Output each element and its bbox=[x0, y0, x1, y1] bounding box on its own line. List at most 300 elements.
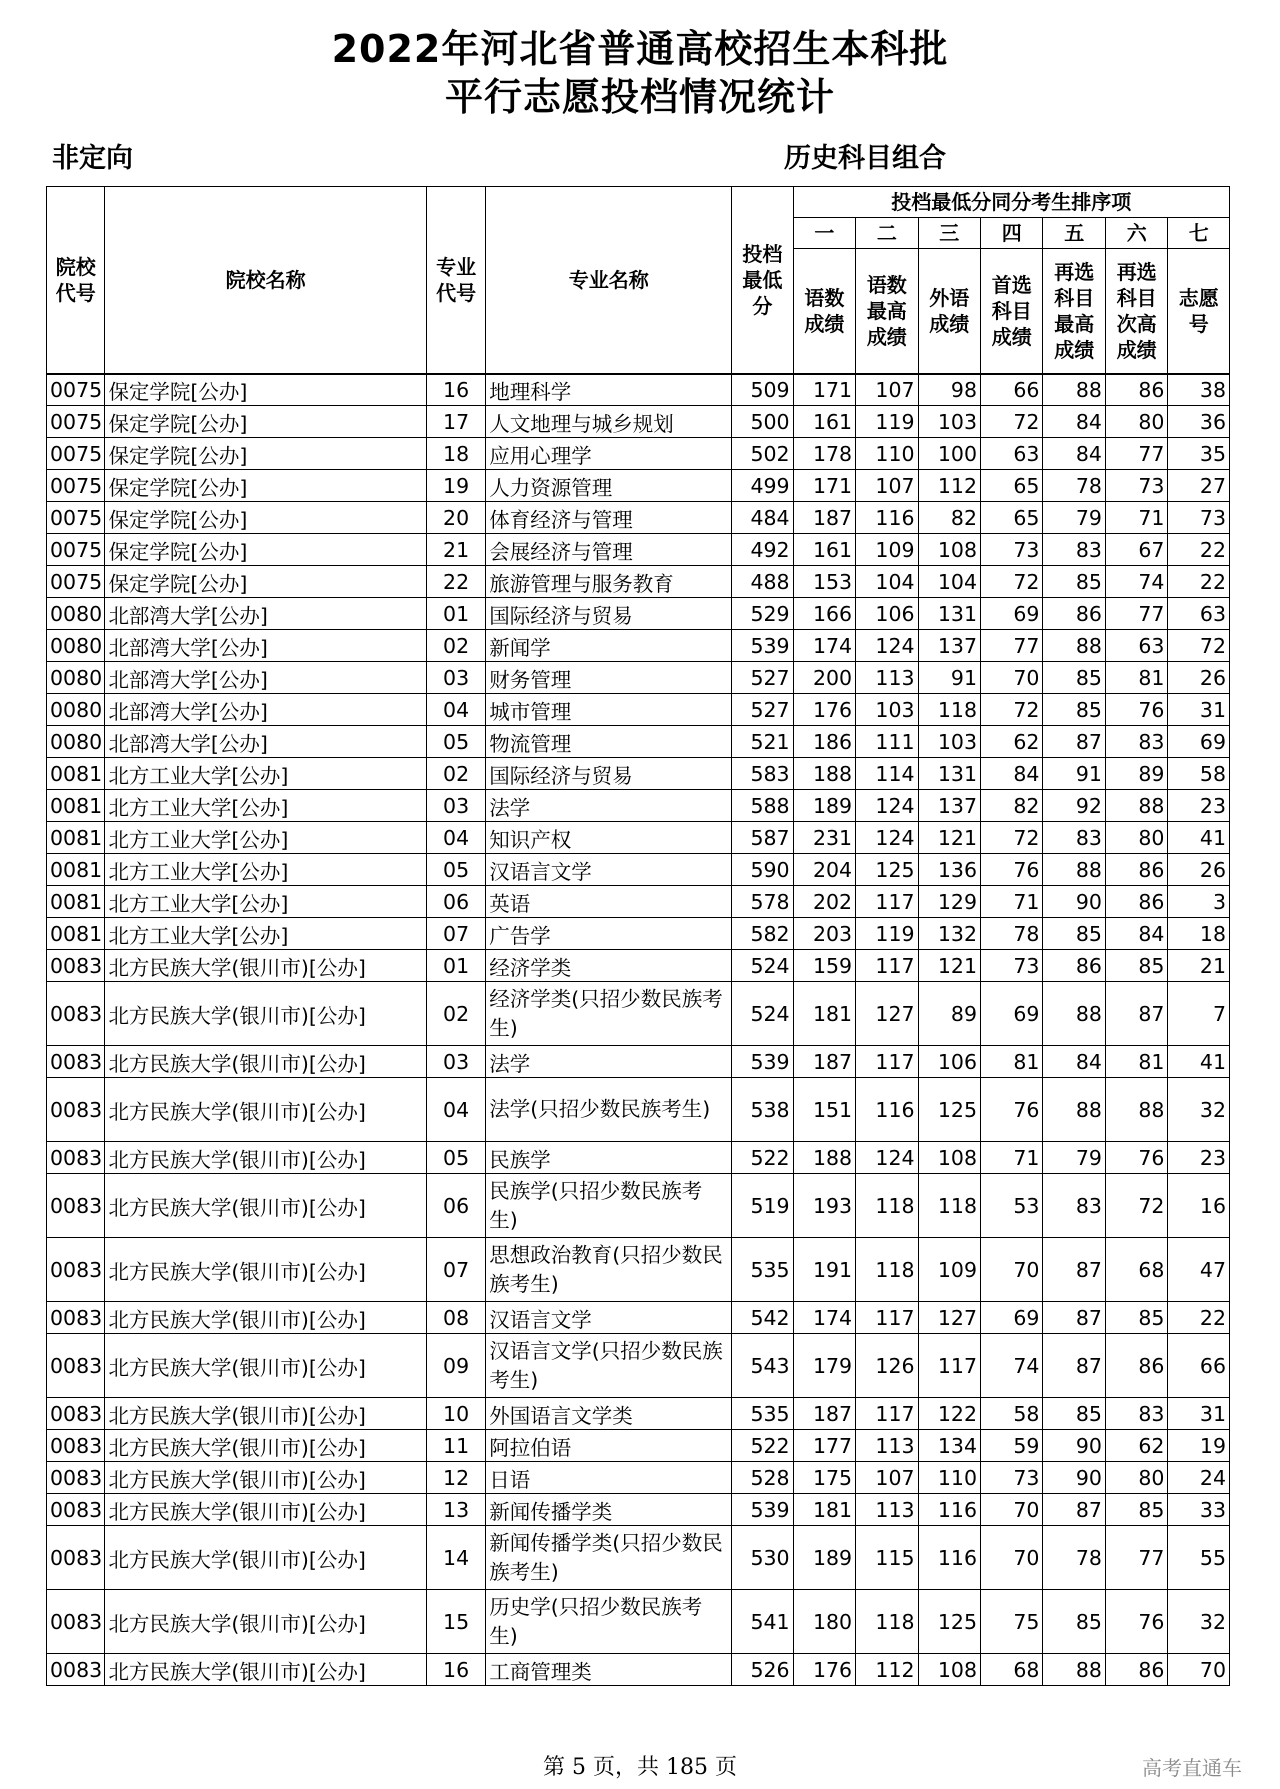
foreign-lang-cell: 116 bbox=[918, 1494, 980, 1526]
chinese-math-max-cell: 107 bbox=[856, 1462, 918, 1494]
chinese-math-cell: 174 bbox=[793, 630, 855, 662]
school-code-cell: 0075 bbox=[47, 534, 105, 566]
foreign-lang-cell: 82 bbox=[918, 502, 980, 534]
chinese-math-max-cell: 113 bbox=[856, 662, 918, 694]
chinese-math-max-cell: 107 bbox=[856, 374, 918, 406]
chinese-math-max-cell: 124 bbox=[856, 630, 918, 662]
table-row bbox=[47, 438, 1230, 470]
elective-max-cell: 86 bbox=[1043, 598, 1105, 630]
school-name-cell: 北部湾大学[公办] bbox=[105, 726, 426, 758]
table-row bbox=[47, 662, 1230, 694]
preference-no-cell: 31 bbox=[1168, 1398, 1230, 1430]
first-subject-cell: 74 bbox=[981, 1334, 1043, 1398]
elective-second-cell: 76 bbox=[1105, 1142, 1167, 1174]
major-code-cell: 03 bbox=[426, 1046, 485, 1078]
school-code-cell: 0083 bbox=[47, 1302, 105, 1334]
school-code-cell: 0075 bbox=[47, 374, 105, 406]
elective-max-cell: 83 bbox=[1043, 822, 1105, 854]
header-min-score: 投档最低分 bbox=[732, 187, 793, 374]
elective-max-cell: 90 bbox=[1043, 1430, 1105, 1462]
foreign-lang-cell: 122 bbox=[918, 1398, 980, 1430]
foreign-lang-cell: 116 bbox=[918, 1526, 980, 1590]
school-code-cell: 0083 bbox=[47, 1238, 105, 1302]
school-name-cell: 保定学院[公办] bbox=[105, 534, 426, 566]
major-name-cell: 法学 bbox=[486, 1046, 732, 1078]
chinese-math-max-cell: 124 bbox=[856, 790, 918, 822]
elective-max-cell: 87 bbox=[1043, 726, 1105, 758]
elective-second-cell: 63 bbox=[1105, 630, 1167, 662]
table-row bbox=[47, 1654, 1230, 1686]
table-row bbox=[47, 470, 1230, 502]
school-name-cell: 北方工业大学[公办] bbox=[105, 918, 426, 950]
major-name-cell: 应用心理学 bbox=[486, 438, 732, 470]
first-subject-cell: 66 bbox=[981, 374, 1043, 406]
min-score-cell: 539 bbox=[732, 1494, 793, 1526]
min-score-cell: 578 bbox=[732, 886, 793, 918]
major-name-cell: 会展经济与管理 bbox=[486, 534, 732, 566]
major-code-cell: 13 bbox=[426, 1494, 485, 1526]
preference-no-cell: 27 bbox=[1168, 470, 1230, 502]
min-score-cell: 509 bbox=[732, 374, 793, 406]
table-row bbox=[47, 1526, 1230, 1590]
first-subject-cell: 72 bbox=[981, 406, 1043, 438]
preference-no-cell: 32 bbox=[1168, 1590, 1230, 1654]
elective-second-cell: 85 bbox=[1105, 1494, 1167, 1526]
major-code-cell: 17 bbox=[426, 406, 485, 438]
school-name-cell: 保定学院[公办] bbox=[105, 406, 426, 438]
chinese-math-max-cell: 117 bbox=[856, 950, 918, 982]
first-subject-cell: 65 bbox=[981, 502, 1043, 534]
foreign-lang-cell: 125 bbox=[918, 1590, 980, 1654]
major-code-cell: 06 bbox=[426, 886, 485, 918]
chinese-math-cell: 179 bbox=[793, 1334, 855, 1398]
category-left: 非定向 bbox=[52, 143, 133, 174]
first-subject-cell: 62 bbox=[981, 726, 1043, 758]
major-code-cell: 02 bbox=[426, 982, 485, 1046]
major-name-cell: 广告学 bbox=[486, 918, 732, 950]
school-code-cell: 0075 bbox=[47, 406, 105, 438]
preference-no-cell: 33 bbox=[1168, 1494, 1230, 1526]
chinese-math-cell: 188 bbox=[793, 1142, 855, 1174]
chinese-math-cell: 175 bbox=[793, 1462, 855, 1494]
foreign-lang-cell: 121 bbox=[918, 822, 980, 854]
chinese-math-max-cell: 124 bbox=[856, 1142, 918, 1174]
preference-no-cell: 72 bbox=[1168, 630, 1230, 662]
school-code-cell: 0080 bbox=[47, 598, 105, 630]
min-score-cell: 582 bbox=[732, 918, 793, 950]
elective-max-cell: 84 bbox=[1043, 438, 1105, 470]
foreign-lang-cell: 100 bbox=[918, 438, 980, 470]
foreign-lang-cell: 108 bbox=[918, 1654, 980, 1686]
school-name-cell: 北方工业大学[公办] bbox=[105, 758, 426, 790]
major-code-cell: 16 bbox=[426, 1654, 485, 1686]
preference-no-cell: 26 bbox=[1168, 854, 1230, 886]
major-name-cell: 民族学(只招少数民族考生) bbox=[486, 1174, 732, 1238]
chinese-math-max-cell: 126 bbox=[856, 1334, 918, 1398]
table-row bbox=[47, 886, 1230, 918]
school-code-cell: 0080 bbox=[47, 694, 105, 726]
elective-max-cell: 88 bbox=[1043, 1654, 1105, 1686]
preference-no-cell: 7 bbox=[1168, 982, 1230, 1046]
preference-no-cell: 16 bbox=[1168, 1174, 1230, 1238]
first-subject-cell: 71 bbox=[981, 1142, 1043, 1174]
chinese-math-cell: 189 bbox=[793, 1526, 855, 1590]
header-order-7: 七 bbox=[1168, 218, 1230, 249]
table-row bbox=[47, 1590, 1230, 1654]
elective-second-cell: 88 bbox=[1105, 1078, 1167, 1142]
foreign-lang-cell: 98 bbox=[918, 374, 980, 406]
chinese-math-max-cell: 113 bbox=[856, 1430, 918, 1462]
first-subject-cell: 59 bbox=[981, 1430, 1043, 1462]
first-subject-cell: 84 bbox=[981, 758, 1043, 790]
header-order-3: 三 bbox=[918, 218, 980, 249]
min-score-cell: 587 bbox=[732, 822, 793, 854]
major-code-cell: 05 bbox=[426, 726, 485, 758]
min-score-cell: 528 bbox=[732, 1462, 793, 1494]
chinese-math-cell: 191 bbox=[793, 1238, 855, 1302]
category-right: 历史科目组合 bbox=[784, 143, 946, 174]
chinese-math-cell: 161 bbox=[793, 406, 855, 438]
table-row bbox=[47, 1046, 1230, 1078]
elective-second-cell: 73 bbox=[1105, 470, 1167, 502]
table-row bbox=[47, 918, 1230, 950]
school-code-cell: 0081 bbox=[47, 822, 105, 854]
elective-second-cell: 80 bbox=[1105, 822, 1167, 854]
school-name-cell: 北方民族大学(银川市)[公办] bbox=[105, 1590, 426, 1654]
chinese-math-max-cell: 111 bbox=[856, 726, 918, 758]
major-code-cell: 19 bbox=[426, 470, 485, 502]
major-name-cell: 财务管理 bbox=[486, 662, 732, 694]
first-subject-cell: 78 bbox=[981, 918, 1043, 950]
first-subject-cell: 73 bbox=[981, 950, 1043, 982]
min-score-cell: 527 bbox=[732, 662, 793, 694]
chinese-math-max-cell: 116 bbox=[856, 1078, 918, 1142]
chinese-math-max-cell: 125 bbox=[856, 854, 918, 886]
foreign-lang-cell: 129 bbox=[918, 886, 980, 918]
major-code-cell: 15 bbox=[426, 1590, 485, 1654]
table-row bbox=[47, 1430, 1230, 1462]
elective-second-cell: 87 bbox=[1105, 982, 1167, 1046]
chinese-math-cell: 181 bbox=[793, 1494, 855, 1526]
school-code-cell: 0083 bbox=[47, 1142, 105, 1174]
major-code-cell: 05 bbox=[426, 1142, 485, 1174]
preference-no-cell: 18 bbox=[1168, 918, 1230, 950]
major-code-cell: 02 bbox=[426, 630, 485, 662]
school-code-cell: 0075 bbox=[47, 566, 105, 598]
elective-max-cell: 92 bbox=[1043, 790, 1105, 822]
preference-no-cell: 58 bbox=[1168, 758, 1230, 790]
chinese-math-cell: 200 bbox=[793, 662, 855, 694]
preference-no-cell: 3 bbox=[1168, 886, 1230, 918]
elective-second-cell: 81 bbox=[1105, 1046, 1167, 1078]
school-code-cell: 0075 bbox=[47, 502, 105, 534]
header-item-2: 语数最高成绩 bbox=[856, 249, 918, 374]
foreign-lang-cell: 134 bbox=[918, 1430, 980, 1462]
major-code-cell: 01 bbox=[426, 598, 485, 630]
min-score-cell: 590 bbox=[732, 854, 793, 886]
elective-max-cell: 88 bbox=[1043, 630, 1105, 662]
chinese-math-cell: 176 bbox=[793, 694, 855, 726]
page-title-line2: 平行志愿投档情况统计 bbox=[444, 75, 835, 119]
chinese-math-cell: 231 bbox=[793, 822, 855, 854]
major-code-cell: 22 bbox=[426, 566, 485, 598]
foreign-lang-cell: 137 bbox=[918, 790, 980, 822]
school-name-cell: 保定学院[公办] bbox=[105, 438, 426, 470]
elective-max-cell: 88 bbox=[1043, 854, 1105, 886]
major-name-cell: 经济学类 bbox=[486, 950, 732, 982]
school-code-cell: 0080 bbox=[47, 662, 105, 694]
major-code-cell: 21 bbox=[426, 534, 485, 566]
elective-second-cell: 68 bbox=[1105, 1238, 1167, 1302]
chinese-math-cell: 186 bbox=[793, 726, 855, 758]
major-code-cell: 09 bbox=[426, 1334, 485, 1398]
chinese-math-max-cell: 113 bbox=[856, 1494, 918, 1526]
first-subject-cell: 70 bbox=[981, 1526, 1043, 1590]
min-score-cell: 522 bbox=[732, 1142, 793, 1174]
major-code-cell: 08 bbox=[426, 1302, 485, 1334]
chinese-math-max-cell: 109 bbox=[856, 534, 918, 566]
elective-second-cell: 72 bbox=[1105, 1174, 1167, 1238]
preference-no-cell: 22 bbox=[1168, 566, 1230, 598]
foreign-lang-cell: 118 bbox=[918, 1174, 980, 1238]
elective-second-cell: 76 bbox=[1105, 1590, 1167, 1654]
foreign-lang-cell: 131 bbox=[918, 758, 980, 790]
foreign-lang-cell: 110 bbox=[918, 1462, 980, 1494]
foreign-lang-cell: 118 bbox=[918, 694, 980, 726]
table-row bbox=[47, 1462, 1230, 1494]
preference-no-cell: 19 bbox=[1168, 1430, 1230, 1462]
chinese-math-cell: 187 bbox=[793, 1398, 855, 1430]
major-name-cell: 历史学(只招少数民族考生) bbox=[486, 1590, 732, 1654]
table-row bbox=[47, 598, 1230, 630]
major-code-cell: 03 bbox=[426, 662, 485, 694]
table-row bbox=[47, 566, 1230, 598]
table-row bbox=[47, 694, 1230, 726]
elective-second-cell: 86 bbox=[1105, 1334, 1167, 1398]
major-name-cell: 人力资源管理 bbox=[486, 470, 732, 502]
header-order-5: 五 bbox=[1043, 218, 1105, 249]
chinese-math-max-cell: 106 bbox=[856, 598, 918, 630]
table-row bbox=[47, 1334, 1230, 1398]
major-name-cell: 体育经济与管理 bbox=[486, 502, 732, 534]
preference-no-cell: 69 bbox=[1168, 726, 1230, 758]
table-row bbox=[47, 1398, 1230, 1430]
elective-max-cell: 84 bbox=[1043, 406, 1105, 438]
preference-no-cell: 21 bbox=[1168, 950, 1230, 982]
foreign-lang-cell: 91 bbox=[918, 662, 980, 694]
elective-max-cell: 79 bbox=[1043, 502, 1105, 534]
elective-max-cell: 83 bbox=[1043, 1174, 1105, 1238]
watermark: 高考直通车 bbox=[1142, 1756, 1242, 1780]
school-name-cell: 北方民族大学(银川市)[公办] bbox=[105, 1398, 426, 1430]
major-name-cell: 外国语言文学类 bbox=[486, 1398, 732, 1430]
preference-no-cell: 66 bbox=[1168, 1334, 1230, 1398]
major-name-cell: 英语 bbox=[486, 886, 732, 918]
preference-no-cell: 41 bbox=[1168, 822, 1230, 854]
table-row bbox=[47, 1174, 1230, 1238]
elective-max-cell: 90 bbox=[1043, 886, 1105, 918]
min-score-cell: 527 bbox=[732, 694, 793, 726]
elective-second-cell: 74 bbox=[1105, 566, 1167, 598]
chinese-math-cell: 178 bbox=[793, 438, 855, 470]
chinese-math-max-cell: 124 bbox=[856, 822, 918, 854]
elective-max-cell: 85 bbox=[1043, 1398, 1105, 1430]
first-subject-cell: 72 bbox=[981, 822, 1043, 854]
chinese-math-cell: 189 bbox=[793, 790, 855, 822]
school-name-cell: 北方民族大学(银川市)[公办] bbox=[105, 1046, 426, 1078]
chinese-math-max-cell: 112 bbox=[856, 1654, 918, 1686]
min-score-cell: 526 bbox=[732, 1654, 793, 1686]
foreign-lang-cell: 109 bbox=[918, 1238, 980, 1302]
major-name-cell: 法学(只招少数民族考生) bbox=[486, 1078, 732, 1142]
foreign-lang-cell: 108 bbox=[918, 1142, 980, 1174]
major-code-cell: 10 bbox=[426, 1398, 485, 1430]
major-code-cell: 11 bbox=[426, 1430, 485, 1462]
first-subject-cell: 70 bbox=[981, 1238, 1043, 1302]
chinese-math-cell: 181 bbox=[793, 982, 855, 1046]
preference-no-cell: 47 bbox=[1168, 1238, 1230, 1302]
chinese-math-max-cell: 104 bbox=[856, 566, 918, 598]
elective-second-cell: 86 bbox=[1105, 1654, 1167, 1686]
school-code-cell: 0083 bbox=[47, 1494, 105, 1526]
table-row bbox=[47, 726, 1230, 758]
min-score-cell: 484 bbox=[732, 502, 793, 534]
chinese-math-max-cell: 116 bbox=[856, 502, 918, 534]
table-row bbox=[47, 982, 1230, 1046]
preference-no-cell: 31 bbox=[1168, 694, 1230, 726]
major-name-cell: 法学 bbox=[486, 790, 732, 822]
foreign-lang-cell: 108 bbox=[918, 534, 980, 566]
first-subject-cell: 73 bbox=[981, 534, 1043, 566]
preference-no-cell: 24 bbox=[1168, 1462, 1230, 1494]
major-name-cell: 新闻学 bbox=[486, 630, 732, 662]
chinese-math-max-cell: 117 bbox=[856, 1302, 918, 1334]
school-name-cell: 北方民族大学(银川市)[公办] bbox=[105, 1430, 426, 1462]
chinese-math-cell: 177 bbox=[793, 1430, 855, 1462]
elective-second-cell: 84 bbox=[1105, 918, 1167, 950]
school-name-cell: 北方民族大学(银川市)[公办] bbox=[105, 1142, 426, 1174]
header-major-code: 专业代号 bbox=[426, 187, 485, 374]
school-name-cell: 保定学院[公办] bbox=[105, 502, 426, 534]
header-item-3: 外语成绩 bbox=[918, 249, 980, 374]
chinese-math-cell: 180 bbox=[793, 1590, 855, 1654]
chinese-math-max-cell: 119 bbox=[856, 406, 918, 438]
first-subject-cell: 69 bbox=[981, 598, 1043, 630]
elective-max-cell: 86 bbox=[1043, 950, 1105, 982]
elective-max-cell: 87 bbox=[1043, 1494, 1105, 1526]
foreign-lang-cell: 112 bbox=[918, 470, 980, 502]
elective-max-cell: 88 bbox=[1043, 374, 1105, 406]
first-subject-cell: 72 bbox=[981, 566, 1043, 598]
chinese-math-max-cell: 119 bbox=[856, 918, 918, 950]
school-name-cell: 北方民族大学(银川市)[公办] bbox=[105, 1334, 426, 1398]
chinese-math-cell: 151 bbox=[793, 1078, 855, 1142]
major-code-cell: 07 bbox=[426, 1238, 485, 1302]
first-subject-cell: 58 bbox=[981, 1398, 1043, 1430]
major-code-cell: 04 bbox=[426, 1078, 485, 1142]
table-row bbox=[47, 854, 1230, 886]
chinese-math-max-cell: 115 bbox=[856, 1526, 918, 1590]
preference-no-cell: 23 bbox=[1168, 790, 1230, 822]
school-name-cell: 北方民族大学(银川市)[公办] bbox=[105, 1174, 426, 1238]
school-code-cell: 0075 bbox=[47, 438, 105, 470]
elective-second-cell: 80 bbox=[1105, 406, 1167, 438]
first-subject-cell: 69 bbox=[981, 1302, 1043, 1334]
elective-max-cell: 88 bbox=[1043, 1078, 1105, 1142]
major-name-cell: 旅游管理与服务教育 bbox=[486, 566, 732, 598]
min-score-cell: 519 bbox=[732, 1174, 793, 1238]
chinese-math-max-cell: 107 bbox=[856, 470, 918, 502]
elective-max-cell: 90 bbox=[1043, 1462, 1105, 1494]
foreign-lang-cell: 103 bbox=[918, 726, 980, 758]
school-code-cell: 0083 bbox=[47, 1046, 105, 1078]
elective-second-cell: 62 bbox=[1105, 1430, 1167, 1462]
chinese-math-cell: 187 bbox=[793, 1046, 855, 1078]
elective-second-cell: 77 bbox=[1105, 1526, 1167, 1590]
chinese-math-max-cell: 117 bbox=[856, 1046, 918, 1078]
table-body bbox=[47, 374, 1230, 1686]
min-score-cell: 535 bbox=[732, 1238, 793, 1302]
chinese-math-cell: 204 bbox=[793, 854, 855, 886]
preference-no-cell: 41 bbox=[1168, 1046, 1230, 1078]
elective-second-cell: 88 bbox=[1105, 790, 1167, 822]
school-code-cell: 0083 bbox=[47, 950, 105, 982]
major-code-cell: 01 bbox=[426, 950, 485, 982]
elective-second-cell: 85 bbox=[1105, 950, 1167, 982]
min-score-cell: 529 bbox=[732, 598, 793, 630]
header-major-name: 专业名称 bbox=[486, 187, 732, 374]
major-code-cell: 06 bbox=[426, 1174, 485, 1238]
foreign-lang-cell: 121 bbox=[918, 950, 980, 982]
foreign-lang-cell: 104 bbox=[918, 566, 980, 598]
elective-second-cell: 83 bbox=[1105, 1398, 1167, 1430]
major-code-cell: 05 bbox=[426, 854, 485, 886]
elective-max-cell: 88 bbox=[1043, 982, 1105, 1046]
major-name-cell: 日语 bbox=[486, 1462, 732, 1494]
chinese-math-cell: 174 bbox=[793, 1302, 855, 1334]
first-subject-cell: 53 bbox=[981, 1174, 1043, 1238]
foreign-lang-cell: 89 bbox=[918, 982, 980, 1046]
major-name-cell: 地理科学 bbox=[486, 374, 732, 406]
school-name-cell: 北方民族大学(银川市)[公办] bbox=[105, 1302, 426, 1334]
chinese-math-max-cell: 118 bbox=[856, 1590, 918, 1654]
header-order-2: 二 bbox=[856, 218, 918, 249]
school-name-cell: 北方民族大学(银川市)[公办] bbox=[105, 1654, 426, 1686]
header-order-4: 四 bbox=[981, 218, 1043, 249]
min-score-cell: 524 bbox=[732, 950, 793, 982]
chinese-math-max-cell: 127 bbox=[856, 982, 918, 1046]
min-score-cell: 522 bbox=[732, 1430, 793, 1462]
min-score-cell: 530 bbox=[732, 1526, 793, 1590]
elective-max-cell: 85 bbox=[1043, 662, 1105, 694]
school-code-cell: 0083 bbox=[47, 1526, 105, 1590]
school-name-cell: 北方工业大学[公办] bbox=[105, 854, 426, 886]
elective-max-cell: 85 bbox=[1043, 566, 1105, 598]
school-code-cell: 0081 bbox=[47, 886, 105, 918]
admission-table bbox=[46, 186, 1230, 1686]
school-name-cell: 北方民族大学(银川市)[公办] bbox=[105, 1238, 426, 1302]
school-name-cell: 保定学院[公办] bbox=[105, 566, 426, 598]
major-name-cell: 国际经济与贸易 bbox=[486, 758, 732, 790]
foreign-lang-cell: 125 bbox=[918, 1078, 980, 1142]
elective-max-cell: 83 bbox=[1043, 534, 1105, 566]
chinese-math-max-cell: 117 bbox=[856, 886, 918, 918]
school-name-cell: 保定学院[公办] bbox=[105, 374, 426, 406]
preference-no-cell: 70 bbox=[1168, 1654, 1230, 1686]
first-subject-cell: 63 bbox=[981, 438, 1043, 470]
elective-max-cell: 91 bbox=[1043, 758, 1105, 790]
min-score-cell: 543 bbox=[732, 1334, 793, 1398]
